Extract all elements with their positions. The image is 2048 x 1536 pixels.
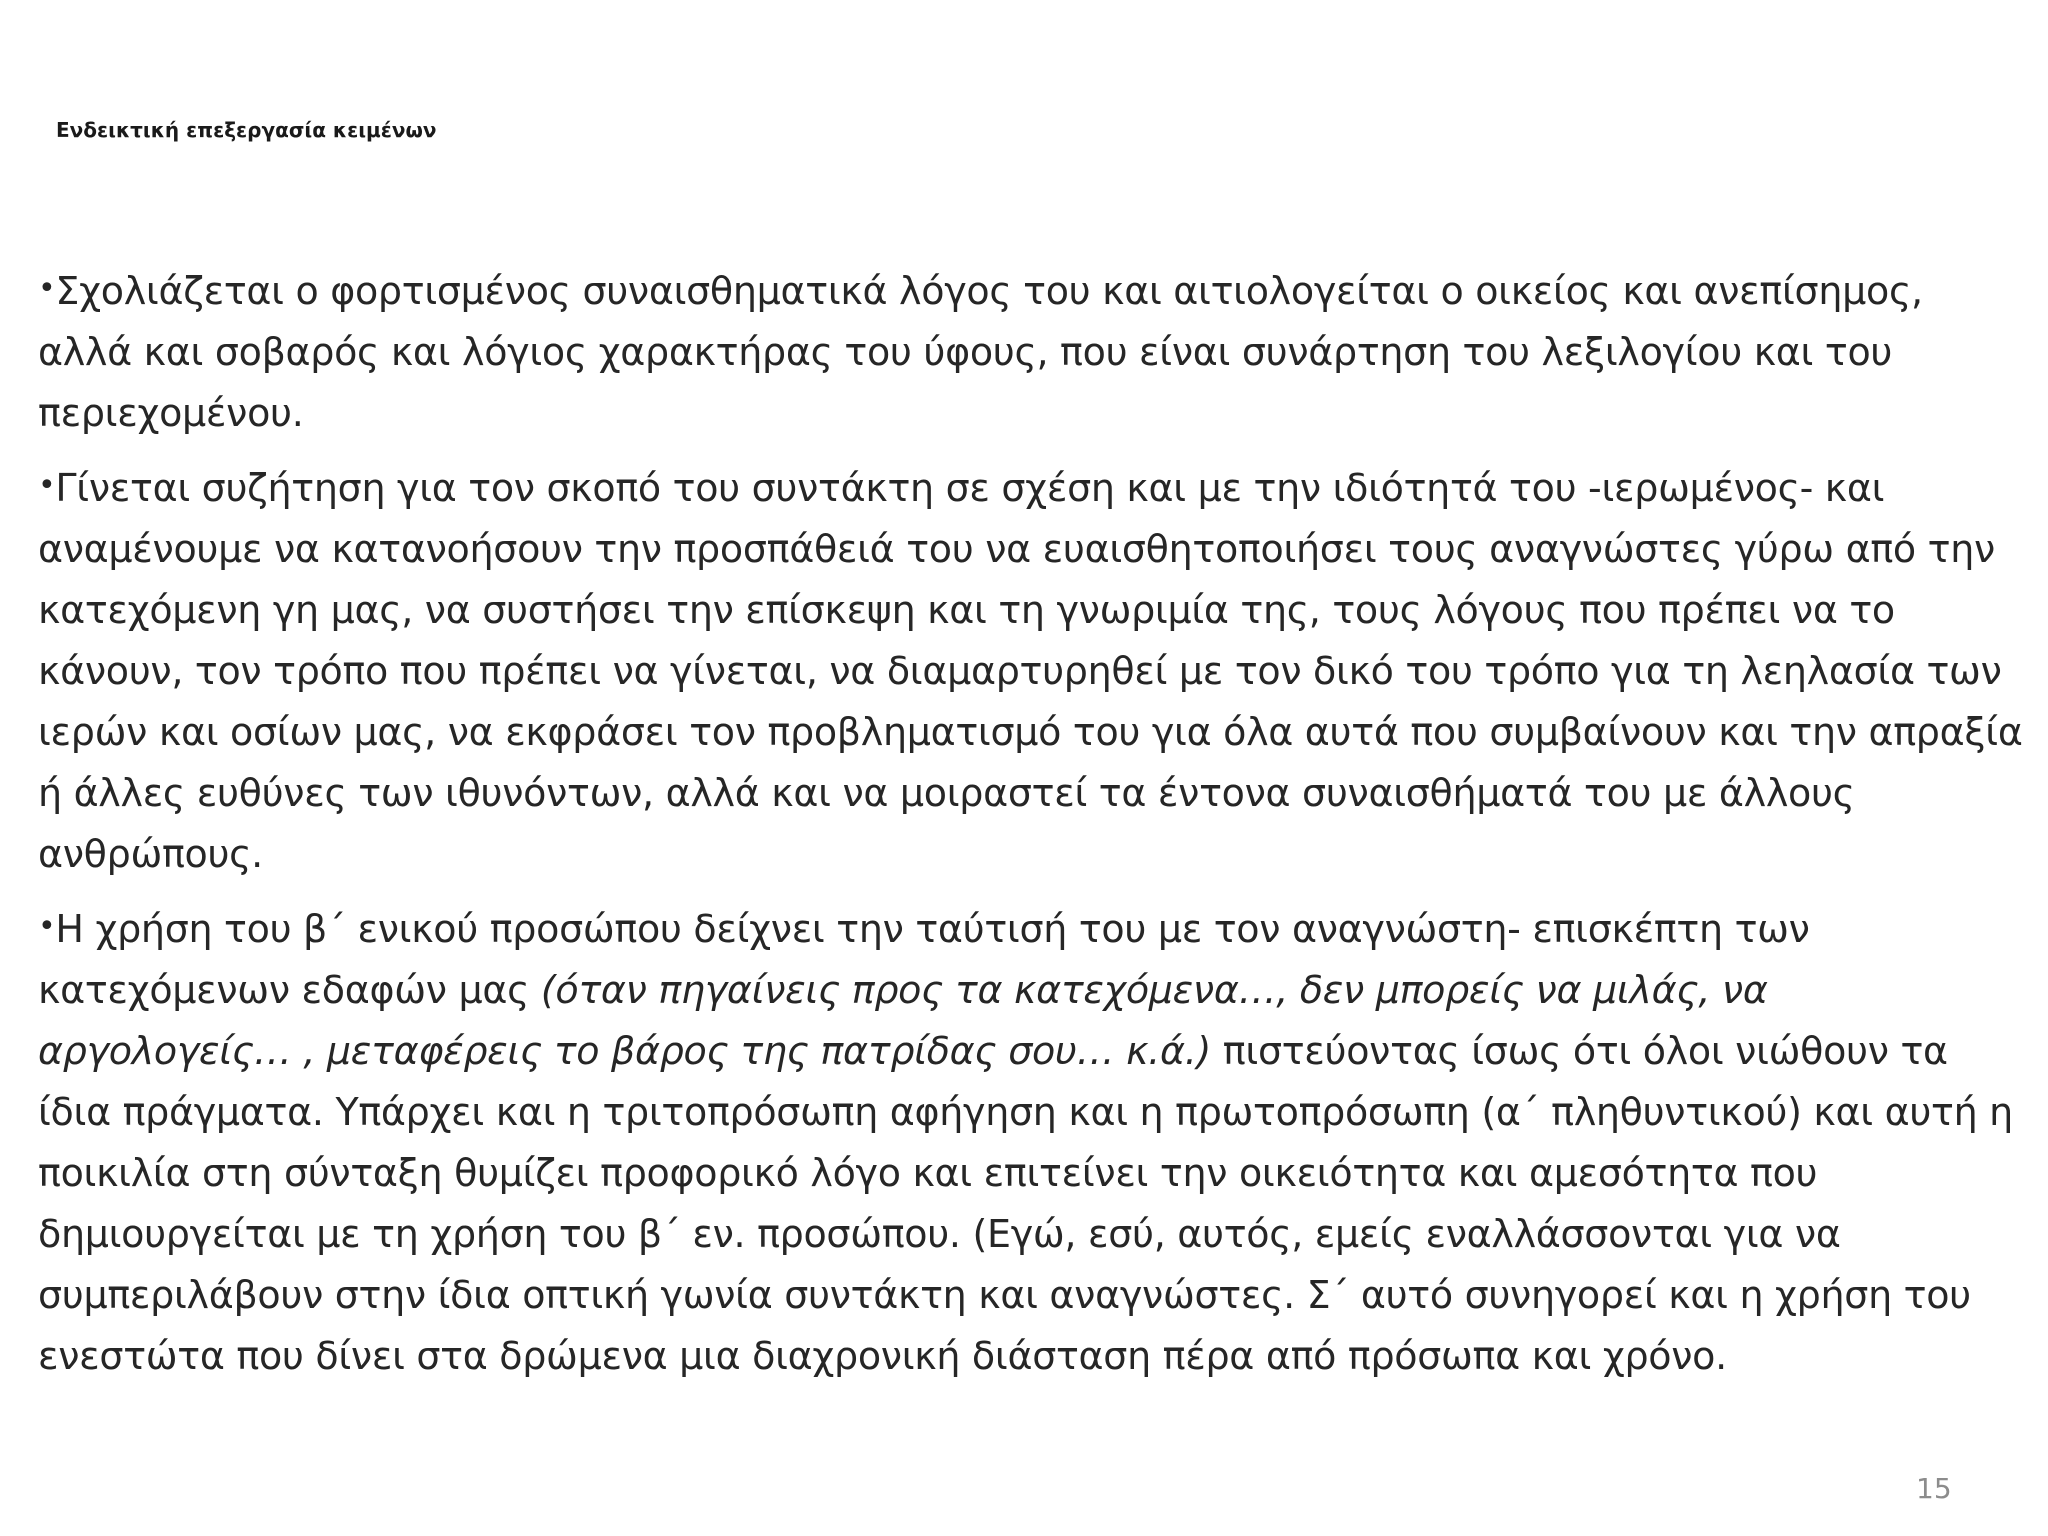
slide-body bbox=[38, 258, 2028, 1398]
page-number: 15 bbox=[1916, 1472, 1952, 1505]
bullet-paragraph-1 bbox=[38, 258, 2028, 444]
paragraph-text: Γίνεται συζήτηση για τον σκοπό του συντάκτη σε σχέση και με την ιδιότητά του -ιερωμένος- και αναμένουμε να κατανοήσουν την προσπάθειά του να ευαισθητοποιήσει τους αναγνώστες γύρω από την κατεχόμενη γη μας, να συστήσει την επίσκεψη και τη γνωριμία της, τους λόγους που πρέπει να το κάνουν, τον τρόπο που πρέπει να γίνεται, να διαμαρτυρηθεί με τον δικό του τρόπο για τη λεηλασία των ιερών και οσίων μας, να εκφράσει τον προβληματισμό του για όλα αυτά που συμβαίνουν και την απραξία ή άλλες ευθύνες των ιθυνόντων, αλλά και να μοιραστεί τα έντονα συναισθήματά του με άλλους ανθρώπους. bbox=[38, 466, 2023, 876]
paragraph-text: Σχολιάζεται ο φορτισμένος συναισθηματικά λόγος του και αιτιολογείται ο οικείος και ανεπίσημος, αλλά και σοβαρός και λόγιος χαρακτήρας του ύφους, που είναι συνάρτηση του λεξιλογίου και του περιεχομένου. bbox=[38, 269, 1923, 435]
bullet-icon: • bbox=[38, 909, 56, 944]
bullet-paragraph-3 bbox=[38, 896, 2028, 1387]
slide-title: Ενδεικτική επεξεργασία κειμένων bbox=[56, 118, 437, 142]
bullet-icon: • bbox=[38, 468, 56, 503]
bullet-paragraph-2 bbox=[38, 455, 2028, 885]
paragraph-text: πιστεύοντας ίσως ότι όλοι νιώθουν τα ίδια πράγματα. Υπάρχει και η τριτοπρόσωπη αφήγηση και η πρωτοπρόσωπη (α΄ πληθυντικού) και αυτή η ποικιλία στη σύνταξη θυμίζει προφορικό λόγο και επιτείνει την οικειότητα και αμεσότητα που δημιουργείται με τη χρήση του β΄ εν. προσώπου. (Εγώ, εσύ, αυτός, εμείς εναλλάσσονται για να συμπεριλάβουν στην ίδια οπτική γωνία συντάκτη και αναγνώστες. Σ΄ αυτό συνηγορεί και η χρήση του ενεστώτα που δίνει στα δρώμενα μια διαχρονική διάσταση πέρα από πρόσωπα και χρόνο. bbox=[38, 1029, 2013, 1378]
paragraph-text: Η χρήση του β΄ ενικού προσώπου δείχνει την ταύτισή του με τον αναγνώστη- επισκέπτη των κατεχόμενων εδαφών μας bbox=[38, 907, 1810, 1012]
bullet-icon: • bbox=[38, 271, 56, 306]
paragraph-italic-examples: (όταν πηγαίνεις προς τα κατεχόμενα…, δεν μπορείς να μιλάς, να αργολογείς… , μεταφέρεις το βάρος της πατρίδας σου… κ.ά.) bbox=[38, 968, 1768, 1073]
